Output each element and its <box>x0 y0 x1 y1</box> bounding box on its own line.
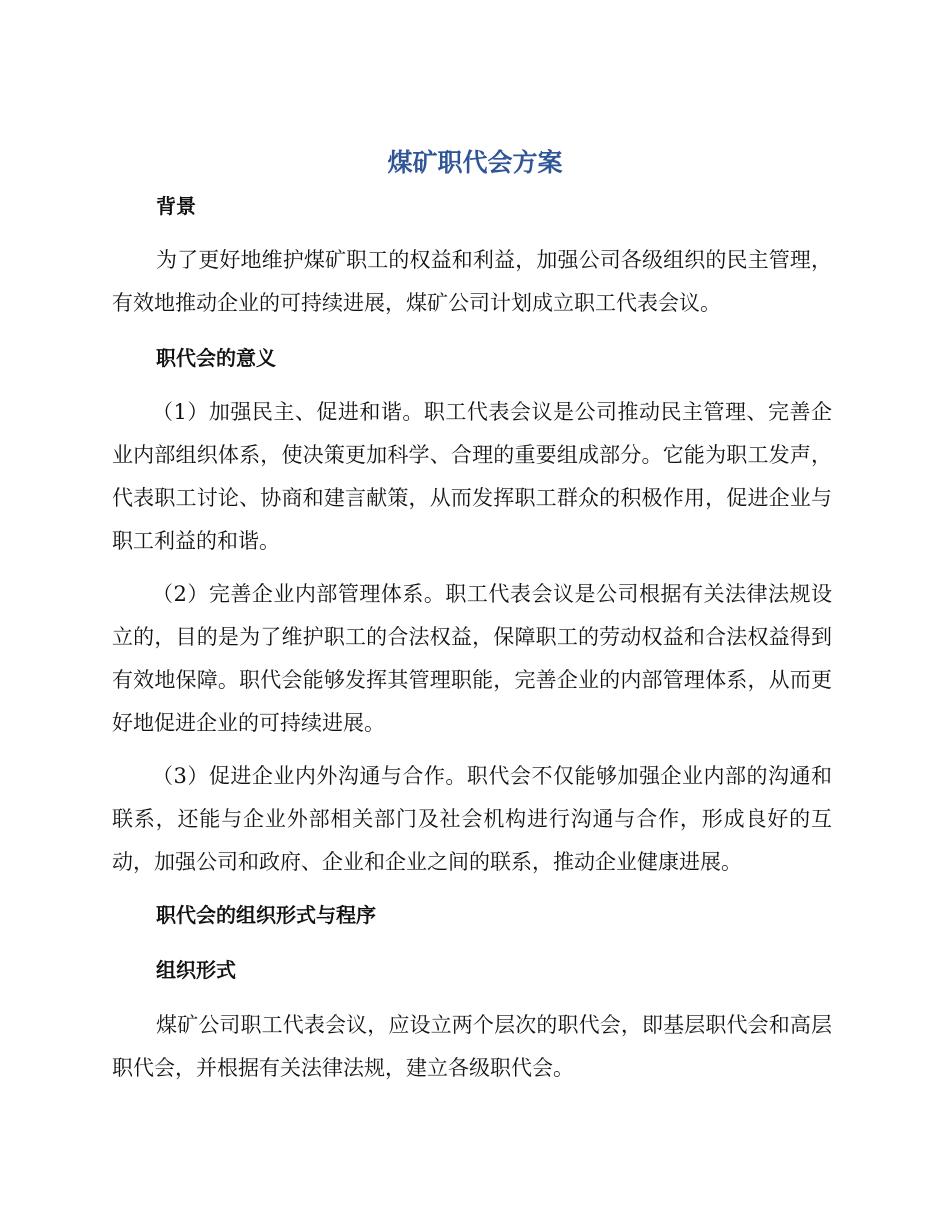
paragraph-organization-form: 煤矿公司职工代表会议，应设立两个层次的职代会，即基层职代会和高层职代会，并根据有关法律法规，建立各级职代会。 <box>112 1013 832 1080</box>
paragraph-significance-2: （2）完善企业内部管理体系。职工代表会议是公司根据有关法律法规设立的，目的是为了维护职工的合法权益，保障职工的劳动权益和合法权益得到有效地保障。职代会能够发挥其管理职能，完善企业的内部管理体系，从而更好地促进企业的可持续进展。 <box>112 582 832 735</box>
paragraph-significance-3: （3）促进企业内外沟通与合作。职代会不仅能够加强企业内部的沟通和联系，还能与企业外部相关部门及社会机构进行沟通与合作，形成良好的互动，加强公司和政府、企业和企业之间的联系，推动企业健康进展。 <box>112 764 832 874</box>
section-heading-background: 背景 <box>156 194 196 218</box>
section-heading-organization-form: 组织形式 <box>156 958 236 982</box>
document-title: 煤矿职代会方案 <box>387 148 563 177</box>
section-heading-organization-procedure: 职代会的组织形式与程序 <box>156 903 376 927</box>
section-heading-significance: 职代会的意义 <box>156 346 276 370</box>
paragraph-significance-1: （1）加强民主、促进和谐。职工代表会议是公司推动民主管理、完善企业内部组织体系，使决策更加科学、合理的重要组成部分。它能为职工发声，代表职工讨论、协商和建言献策，从而发挥职工群众的积极作用，促进企业与职工利益的和谐。 <box>112 400 832 553</box>
paragraph-background: 为了更好地维护煤矿职工的权益和利益，加强公司各级组织的民主管理，有效地推动企业的可持续进展，煤矿公司计划成立职工代表会议。 <box>112 248 832 315</box>
